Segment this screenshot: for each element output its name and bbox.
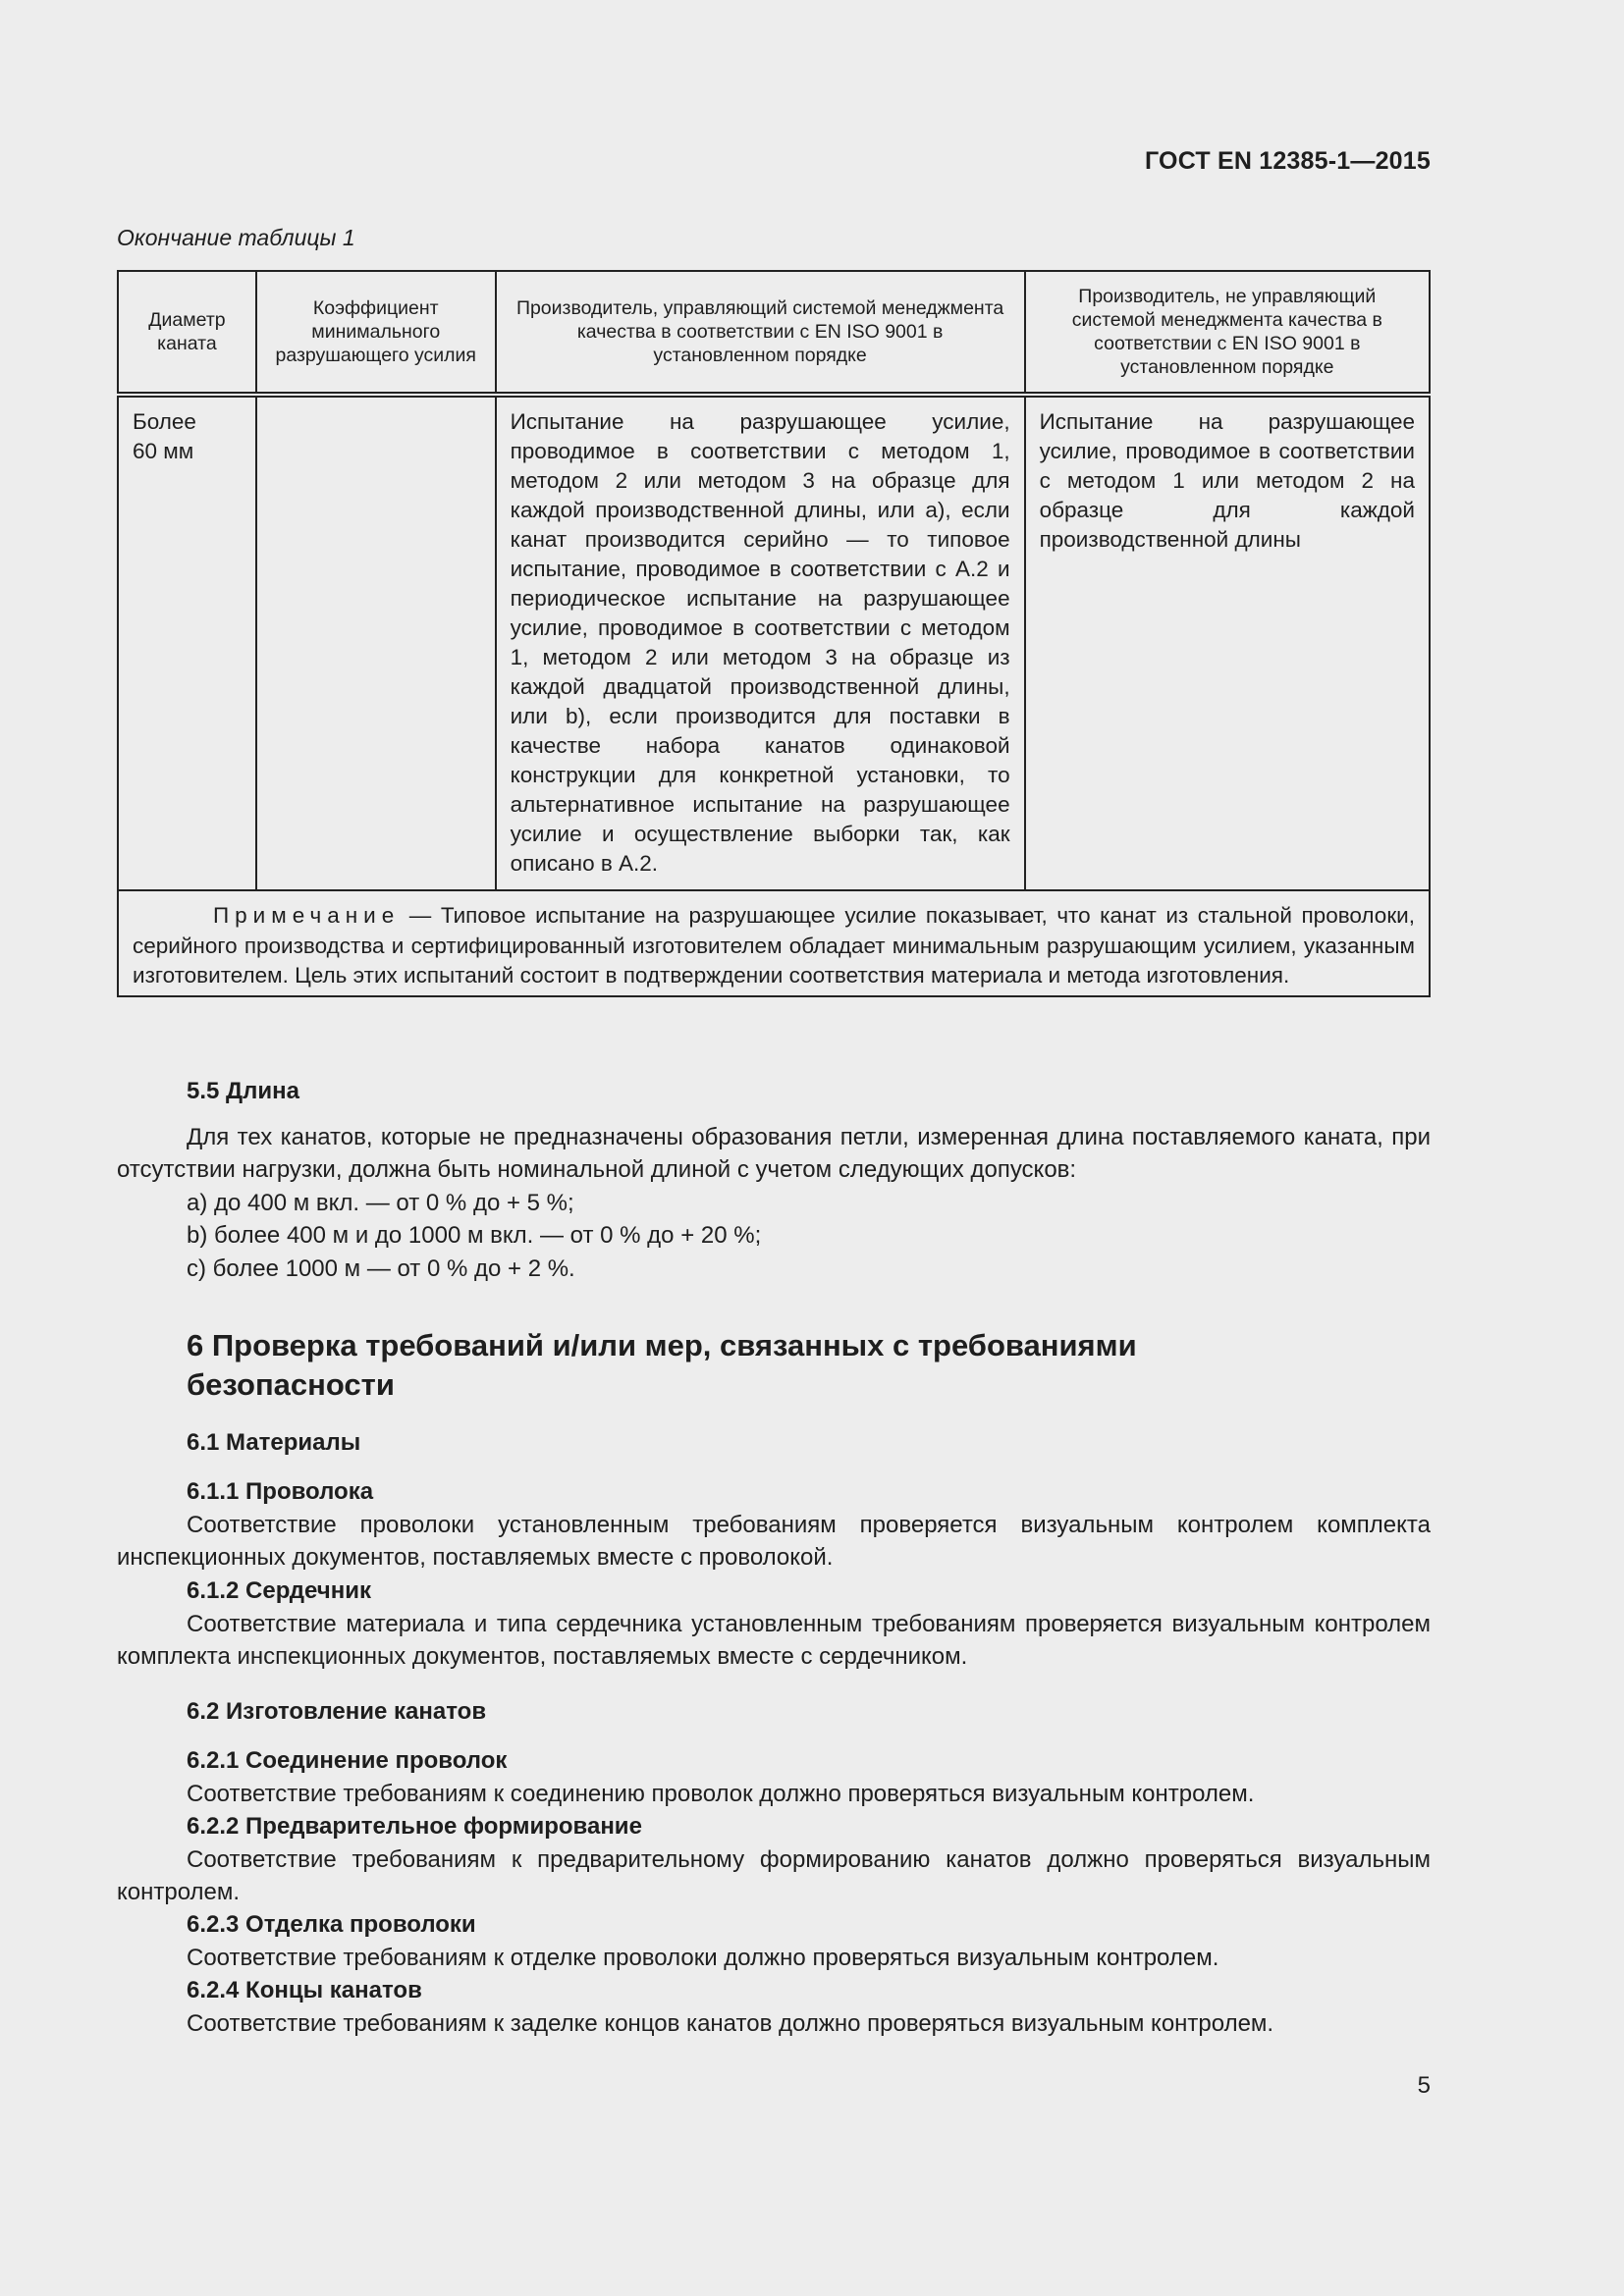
section-heading: 6 Проверка требований и/или мер, связанных с требованиями безопасности xyxy=(187,1328,1137,1402)
table-note-row xyxy=(118,890,1430,996)
section-6-2-2 xyxy=(117,1810,1431,1909)
list-item: a) до 400 м вкл. — от 0 % до + 5 %; xyxy=(187,1189,574,1216)
table-caption: Окончание таблицы 1 xyxy=(117,225,355,250)
paragraph: Соответствие требованиям к отделке проволоки должно проверяться визуальным контролем. xyxy=(187,1944,1219,1971)
subsection-heading: 6.2.3 Отделка проволоки xyxy=(187,1911,476,1938)
subsection-heading: 6.1.1 Проволока xyxy=(187,1478,374,1505)
section-5-5 xyxy=(117,1075,1431,1285)
subsection-heading: 6.2.4 Концы канатов xyxy=(187,1977,422,2003)
cell-qms-text: Испытание на разрушающее усилие, проводимое в соответствии с методом 1, методом 2 или методом 3 на образце для каждой производственной длины, или a), если канат производится серийно — то типовое испытание, проводимое в соответствии с А.2 и периодическое испытание на разрушающее усилие, проводимое в соответствии с методом 1, методом 2 или методом 3 на образце из каждой двадцатой производственной длины, или b), если производится для поставки в качестве набора канатов одинаковой конструкции для конкретной установки, то альтернативное испытание на разрушающее усилие и осуществление выборки так, как описано в А.2. xyxy=(496,395,1025,890)
document-code: ГОСТ EN 12385-1—2015 xyxy=(1145,147,1431,175)
section-6-2 xyxy=(117,1695,1431,1729)
paragraph: Соответствие требованиям к предварительному формированию канатов должно проверяться визуальным контролем. xyxy=(117,1845,1431,1905)
subsection-heading: 6.2 Изготовление канатов xyxy=(187,1698,487,1725)
column-header-qms-manufacturer: Производитель, управляющий системой менеджмента качества в соответствии с EN ISO 9001 в установленном порядке xyxy=(496,271,1025,395)
table-row xyxy=(118,395,1430,890)
section-6-1 xyxy=(117,1426,1431,1460)
paragraph: Для тех канатов, которые не предназначены образования петли, измеренная длина поставляемого каната, при отсутствии нагрузки, должна быть номинальной длиной с учетом следующих допусков: xyxy=(117,1123,1431,1183)
table-note xyxy=(118,890,1430,996)
cell-diameter: Более 60 мм xyxy=(118,395,256,890)
subsection-heading: 6.2.2 Предварительное формирование xyxy=(187,1813,642,1840)
cell-coefficient xyxy=(256,395,496,890)
column-header-diameter: Диаметр каната xyxy=(118,271,256,395)
paragraph: Соответствие требованиям к соединению проволок должно проверяться визуальным контролем. xyxy=(187,1780,1255,1807)
note-text: — Типовое испытание на разрушающее усилие показывает, что канат из стальной проволоки, серийного производства и сертифицированный изготовителем обладает минимальным разрушающим усилием, указанным изготовителем. Цель этих испытаний состоит в подтверждении соответствия материала и метода изготовления. xyxy=(133,903,1415,988)
section-6-1-1 xyxy=(117,1475,1431,1575)
section-6 xyxy=(117,1326,1431,1405)
column-header-coefficient: Коэффициент минимального разрушающего усилия xyxy=(256,271,496,395)
subsection-heading: 6.2.1 Соединение проволок xyxy=(187,1747,508,1774)
column-header-non-qms-manufacturer: Производитель, не управляющий системой менеджмента качества в соответствии с EN ISO 9001 в установленном порядке xyxy=(1025,271,1430,395)
section-6-1-2 xyxy=(117,1575,1431,1674)
requirements-table xyxy=(117,270,1431,997)
section-6-2-1 xyxy=(117,1744,1431,1810)
paragraph: Соответствие материала и типа сердечника установленным требованиям проверяется визуальным контролем комплекта инспекционных документов, поставляемых вместе с сердечником. xyxy=(117,1610,1431,1670)
section-6-2-3 xyxy=(117,1908,1431,1974)
section-6-2-4 xyxy=(117,1974,1431,2040)
paragraph: Соответствие требованиям к заделке концов канатов должно проверяться визуальным контролем. xyxy=(187,2009,1274,2037)
subsection-heading: 6.1.2 Сердечник xyxy=(187,1577,371,1604)
subsection-heading: 6.1 Материалы xyxy=(187,1429,361,1456)
paragraph: Соответствие проволоки установленным требованиям проверяется визуальным контролем комплекта инспекционных документов, поставляемых вместе с проволокой. xyxy=(117,1511,1431,1571)
table-header-row xyxy=(118,271,1430,395)
note-label: Примечание xyxy=(213,903,401,928)
list-item: c) более 1000 м — от 0 % до + 2 %. xyxy=(187,1255,575,1282)
cell-non-qms-text: Испытание на разрушающее усилие, проводимое в соответствии с методом 1 или методом 2 на образце для каждой производственной длины xyxy=(1025,395,1430,890)
page-number: 5 xyxy=(1417,2072,1431,2099)
section-heading: 5.5 Длина xyxy=(187,1078,299,1104)
list-item: b) более 400 м и до 1000 м вкл. — от 0 % до + 20 %; xyxy=(187,1222,762,1249)
